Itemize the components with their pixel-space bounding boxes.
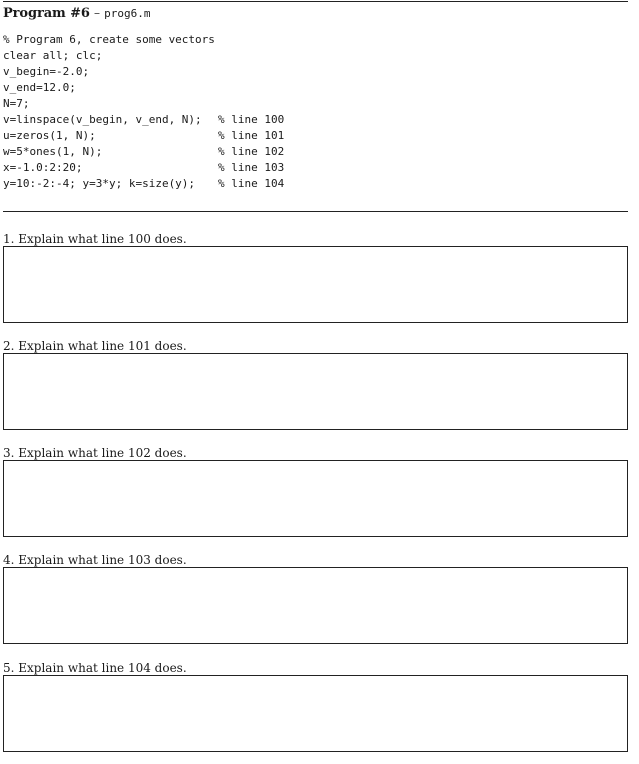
code-statement: % Program 6, create some vectors (3, 33, 215, 46)
question-3-label: 3. Explain what line 102 does. (3, 446, 187, 460)
code-statement: u=zeros(1, N); (3, 129, 96, 142)
code-statement: N=7; (3, 97, 30, 110)
code-statement: clear all; clc; (3, 49, 103, 62)
code-statement: v_end=12.0; (3, 81, 76, 94)
code-line (3, 128, 284, 144)
program-header (3, 5, 151, 21)
question-4-label: 4. Explain what line 103 does. (3, 553, 187, 567)
question-5-answer-box[interactable] (3, 675, 628, 752)
code-line (3, 112, 284, 128)
question-4-answer-box[interactable] (3, 567, 628, 644)
code-statement: x=-1.0:2:20; (3, 161, 83, 174)
code-line (3, 80, 284, 96)
code-statement: v_begin=-2.0; (3, 65, 90, 78)
top-rule (3, 1, 628, 2)
section-divider (3, 211, 628, 212)
code-line (3, 48, 284, 64)
code-comment: % line 100 (218, 113, 285, 126)
code-line (3, 160, 284, 176)
code-line (3, 144, 284, 160)
code-comment: % line 102 (218, 145, 285, 158)
code-line (3, 96, 284, 112)
question-2-label: 2. Explain what line 101 does. (3, 339, 187, 353)
code-comment: % line 103 (218, 161, 285, 174)
program-filename: prog6.m (104, 7, 151, 20)
question-5-label: 5. Explain what line 104 does. (3, 661, 187, 675)
question-2-answer-box[interactable] (3, 353, 628, 430)
question-1-answer-box[interactable] (3, 246, 628, 323)
code-statement: y=10:-2:-4; y=3*y; k=size(y); (3, 177, 196, 190)
code-line (3, 176, 284, 192)
code-comment: % line 101 (218, 129, 285, 142)
code-statement: v=linspace(v_begin, v_end, N); (3, 113, 202, 126)
question-3-answer-box[interactable] (3, 460, 628, 537)
program-title: Program #6 (3, 6, 90, 21)
code-statement: w=5*ones(1, N); (3, 145, 103, 158)
title-separator: – (94, 6, 101, 20)
question-1-label: 1. Explain what line 100 does. (3, 232, 187, 246)
code-listing (3, 32, 284, 192)
code-comment: % line 104 (218, 177, 285, 190)
code-line (3, 64, 284, 80)
code-line (3, 32, 284, 48)
